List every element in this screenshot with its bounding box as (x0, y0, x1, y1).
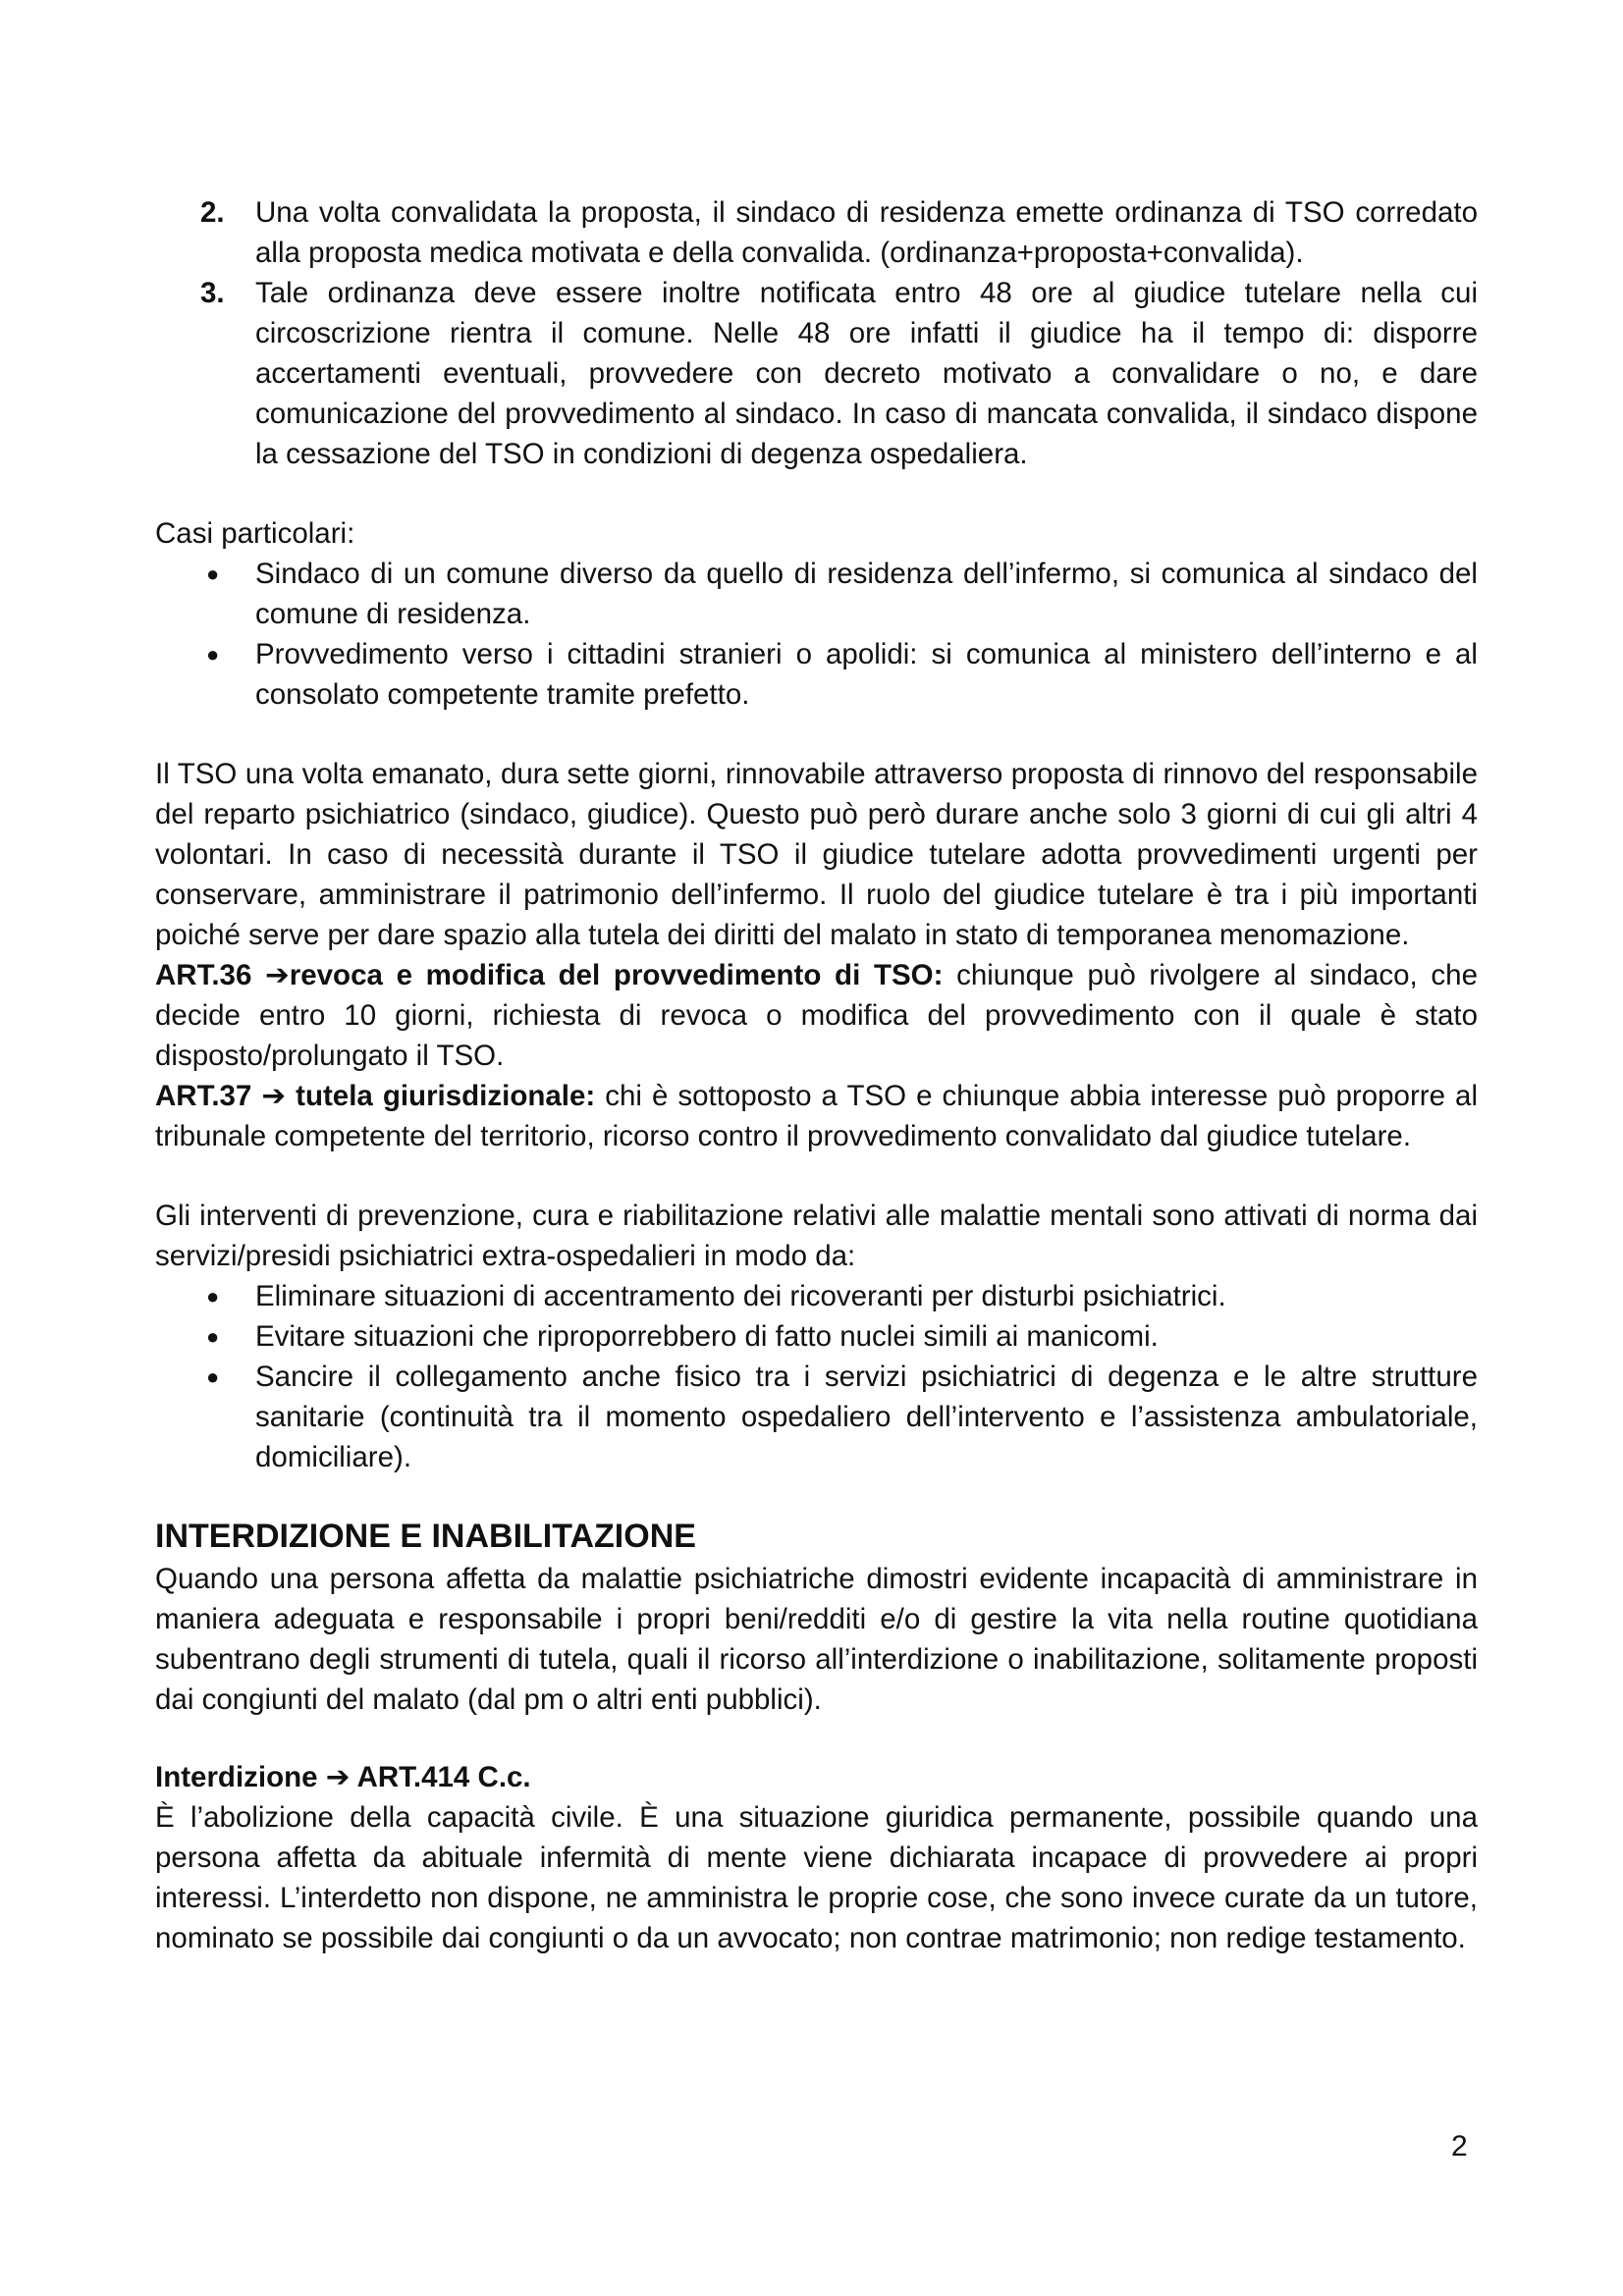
bullet-icon: ● (206, 1324, 220, 1349)
art36-paragraph (155, 955, 1478, 1076)
section-title: INTERDIZIONE E INABILITAZIONE (155, 1518, 696, 1555)
special-cases-heading: Casi particolari: (155, 517, 355, 550)
interdiction-heading: Interdizione ➔ ART.414 C.c. (155, 1761, 531, 1793)
art37-label: ART.37 ➔ tutela giurisdizionale: (155, 1080, 596, 1112)
step-text: Una volta convalidata la proposta, il sindaco di residenza emette ordinanza di TSO corredato alla proposta medica motivata e della convalida. (ordinanza+proposta+convalida). (255, 196, 1478, 269)
list-item (155, 554, 1478, 634)
interventions-intro: Gli interventi di prevenzione, cura e riabilitazione relativi alle malattie mentali sono attivati di norma dai servizi/presidi psichiatrici extra-ospedalieri in modo da: (155, 1200, 1478, 1272)
bullet-icon: ● (206, 1284, 220, 1308)
page-number: 2 (1451, 2130, 1468, 2163)
bullet-icon: ● (206, 642, 220, 667)
list-item-text: Sindaco di un comune diverso da quello di residenza dell’infermo, si comunica al sindaco del comune di residenza. (255, 558, 1478, 630)
document-page (155, 192, 1478, 1958)
bullet-icon: ● (206, 561, 220, 586)
list-item-text: Eliminare situazioni di accentramento dei ricoveranti per disturbi psichiatrici. (255, 1280, 1226, 1312)
art36-text: chiunque può rivolgere al sindaco, che decide entro 10 giorni, richiesta di revoca o modifica del provvedimento con il quale è stato disposto/prolungato il TSO. (155, 959, 1478, 1072)
art36-label: ART.36 ➔revoca e modifica del provvedimento di TSO: (155, 959, 944, 991)
interventions-list (155, 1276, 1478, 1477)
section-intro: Quando una persona affetta da malattie psichiatriche dimostri evidente incapacità di amministrare in maniera adeguata e responsabile i propri beni/redditi e/o di gestire la vita nella routine quotidiana subentrano degli strumenti di tutela, quali il ricorso all’interdizione o inabilitazione, solitamente proposti dai congiunti del malato (dal pm o altri enti pubblici). (155, 1563, 1478, 1716)
procedure-steps (155, 192, 1478, 474)
list-item-text: Provvedimento verso i cittadini stranieri o apolidi: si comunica al ministero dell’interno e al consolato competente tramite prefetto. (255, 638, 1478, 711)
interdiction-text: È l’abolizione della capacità civile. È una situazione giuridica permanente, possibile quando una persona affetta da abituale infermità di mente viene dichiarata incapace di provvedere ai propri interessi. L’interdetto non dispone, ne amministra le proprie cose, che sono invece curate da un tutore, nominato se possibile dai congiunti o da un avvocato; non contrae matrimonio; non redige testamento. (155, 1801, 1478, 1954)
step-number: 3. (200, 277, 225, 309)
list-item (155, 1316, 1478, 1357)
list-item (155, 1357, 1478, 1477)
list-item-text: Evitare situazioni che riproporrebbero di fatto nuclei simili ai manicomi. (255, 1320, 1159, 1353)
art37-paragraph (155, 1076, 1478, 1156)
step-text: Tale ordinanza deve essere inoltre notificata entro 48 ore al giudice tutelare nella cui circoscrizione rientra il comune. Nelle 48 ore infatti il giudice ha il tempo di: disporre accertamenti eventuali, provvedere con decreto motivato a convalidare o no, e dare comunicazione del provvedimento al sindaco. In caso di mancata convalida, il sindaco dispone la cessazione del TSO in condizioni di degenza ospedaliera. (255, 277, 1478, 470)
list-item (155, 1276, 1478, 1316)
tso-paragraph: Il TSO una volta emanato, dura sette giorni, rinnovabile attraverso proposta di rinnovo del responsabile del reparto psichiatrico (sindaco, giudice). Questo può però durare anche solo 3 giorni di cui gli altri 4 volontari. In caso di necessità durante il TSO il giudice tutelare adotta provvedimenti urgenti per conservare, amministrare il patrimonio dell’infermo. Il ruolo del giudice tutelare è tra i più importanti poiché serve per dare spazio alla tutela dei diritti del malato in stato di temporanea menomazione. (155, 758, 1478, 951)
list-item (155, 634, 1478, 715)
list-item-text: Sancire il collegamento anche fisico tra i servizi psichiatrici di degenza e le altre strutture sanitarie (continuità tra il momento ospedaliero dell’intervento e l’assistenza ambulatoriale, domiciliare). (255, 1361, 1478, 1473)
step-item (155, 192, 1478, 273)
step-item (155, 273, 1478, 474)
step-number: 2. (200, 196, 225, 229)
bullet-icon: ● (206, 1364, 220, 1389)
art37-text: chi è sottoposto a TSO e chiunque abbia interesse può proporre al tribunale competente del territorio, ricorso contro il provvedimento convalidato dal giudice tutelare. (155, 1080, 1478, 1152)
special-cases-list (155, 554, 1478, 715)
